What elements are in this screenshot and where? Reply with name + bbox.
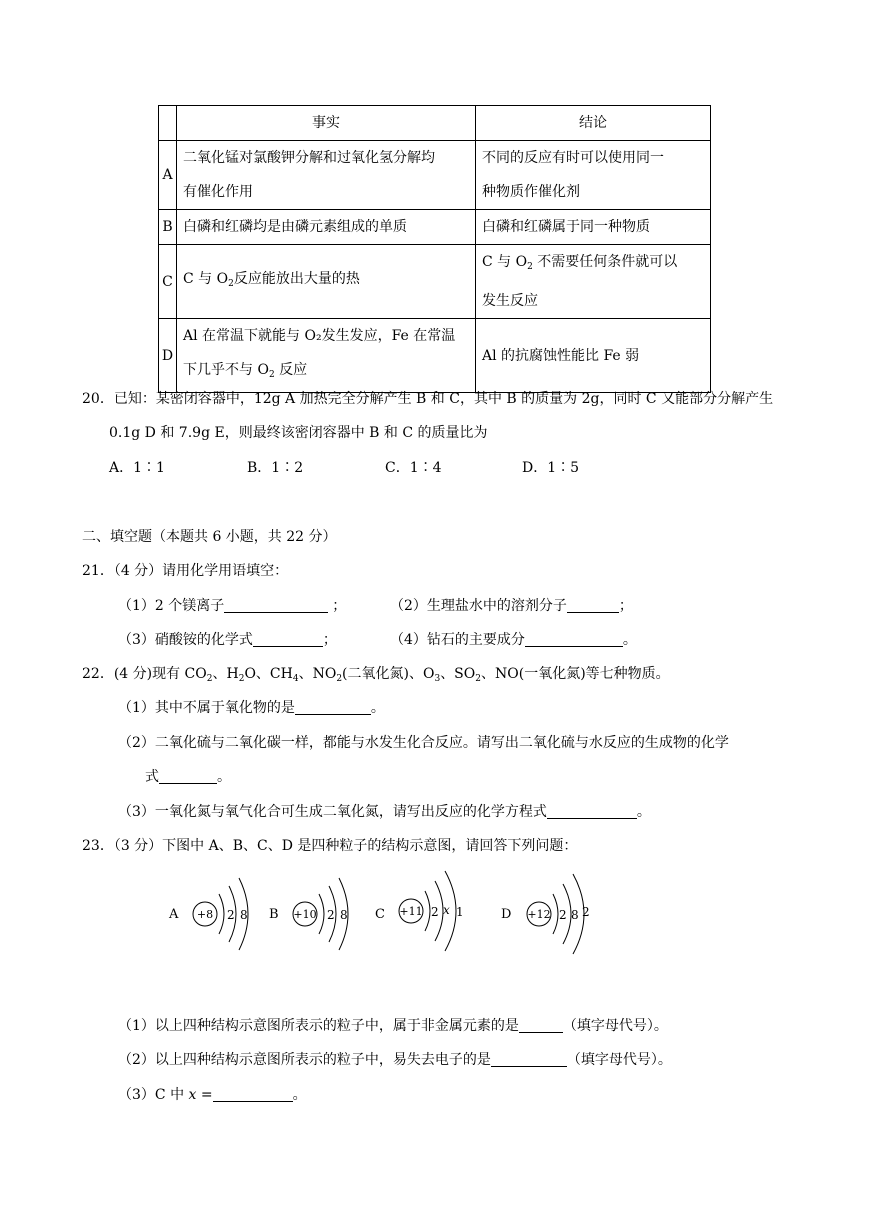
answer-blank[interactable]	[213, 1085, 293, 1102]
shell-electrons: 2	[559, 908, 567, 922]
q23-part2	[118, 1049, 672, 1069]
q22-title	[82, 663, 670, 684]
atom-label: C	[375, 907, 385, 922]
shell-electrons: 8	[240, 908, 248, 922]
row-key: B	[159, 210, 177, 245]
atomic-structure-diagrams	[155, 860, 625, 955]
atom-label: B	[269, 907, 279, 922]
row-fact: 白磷和红磷均是由磷元素组成的单质	[177, 210, 476, 245]
subscript: 3	[434, 674, 441, 684]
shell-electrons: 2	[431, 905, 439, 919]
electron-shell-arc	[219, 894, 224, 934]
atom-diagram-d	[501, 874, 590, 954]
q23-part1-tail: （填字母代号）。	[562, 1018, 668, 1034]
q21-part2	[390, 595, 633, 615]
atom-diagram-b	[269, 878, 348, 950]
row-fact	[177, 245, 476, 319]
electron-shell-arc	[425, 891, 430, 931]
q22-part1	[118, 697, 385, 717]
atom-label: D	[501, 907, 512, 922]
q21-title: 21．（4 分）请用化学用语填空：	[82, 563, 289, 579]
q22-part1-text: （1）其中不属于氧化物的是	[118, 700, 295, 716]
q23-title: 23．（3 分）下图中 A、B、C、D 是四种粒子的结构示意图，请回答下列问题：	[82, 838, 578, 854]
period: 。	[636, 804, 651, 820]
row-fact	[177, 141, 476, 210]
q21-part1-text: （1）2 个镁离子	[118, 598, 225, 614]
subscript: 4	[292, 674, 299, 684]
semicolon: ；	[618, 598, 633, 614]
text-part: 反应	[274, 362, 308, 378]
answer-blank[interactable]	[519, 1016, 563, 1033]
q21-part1	[118, 595, 346, 615]
answer-blank[interactable]	[295, 698, 371, 715]
q22-part3	[118, 801, 651, 821]
answer-blank[interactable]	[491, 1050, 567, 1067]
table-row	[159, 141, 711, 210]
semicolon: ；	[322, 632, 337, 648]
period: 。	[292, 1087, 307, 1103]
q22-part2-line2	[145, 766, 231, 786]
subscript: 2	[238, 674, 245, 684]
electron-shell-arc	[319, 894, 324, 934]
answer-blank[interactable]	[224, 596, 328, 613]
period: 。	[622, 632, 637, 648]
row-fact-line: Al 在常温下就能与 O₂发生发应，Fe 在常温	[183, 328, 456, 344]
text-part: 反应能放出大量的热	[233, 271, 360, 287]
text-part: C 与 O	[183, 271, 229, 287]
q23-part2-tail: （填字母代号）。	[566, 1052, 672, 1068]
answer-blank[interactable]	[567, 596, 619, 613]
nucleus-charge: +10	[293, 908, 317, 921]
shell-electrons: x	[443, 903, 450, 917]
shell-electrons: 8	[340, 908, 348, 922]
shell-electrons: 1	[456, 905, 464, 919]
q23-part2-text: （2）以上四种结构示意图所表示的粒子中，易失去电子的是	[118, 1052, 491, 1068]
q22-part2-text: 式	[145, 769, 159, 785]
section-heading: 二、填空题（本题共 6 小题，共 22 分）	[82, 529, 337, 545]
text-part: 、NO(一氧化氮)等七种物质。	[481, 666, 670, 682]
semicolon: ；	[332, 598, 347, 614]
row-conclusion	[476, 141, 711, 210]
shell-electrons: 2	[582, 905, 590, 919]
subscript: 2	[206, 674, 213, 684]
nucleus-charge: +11	[399, 905, 423, 918]
text-part: 22．(4 分)现有 CO	[82, 666, 207, 682]
shell-electrons: 2	[227, 908, 235, 922]
q20-line1: 20．已知：某密闭容器中，12g A 加热完全分解产生 B 和 C，其中 B 的质量为 2g，同时 C 又能部分分解产生	[82, 391, 774, 407]
text-part: (二氧化氮)、O	[342, 666, 435, 682]
table-header-key	[159, 106, 177, 141]
q21-part3-text: （3）硝酸铵的化学式	[118, 632, 253, 648]
q20-option-b: B．1∶2	[247, 460, 304, 476]
text-part: 、H	[212, 666, 239, 682]
table-header-conclusion: 结论	[476, 106, 711, 141]
period: 。	[217, 769, 231, 785]
atom-diagram-c	[375, 871, 464, 951]
row-conclusion-line: 发生反应	[482, 293, 538, 309]
subscript: 2	[268, 370, 275, 380]
row-conclusion-line	[482, 245, 704, 284]
row-fact-line	[183, 353, 469, 392]
q22-part2-line1: （2）二氧化硫与二氧化碳一样，都能与水发生化合反应。请写出二氧化硫与水反应的生成物的化学	[118, 735, 729, 751]
variable-x: x	[188, 1087, 197, 1103]
table-header-row	[159, 106, 711, 141]
q20-option-d: D．1∶5	[522, 460, 580, 476]
electron-shell-arc	[553, 894, 558, 934]
equals-sign: =	[196, 1087, 213, 1103]
q21-part4	[390, 629, 637, 649]
subscript: 2	[475, 674, 481, 684]
row-fact	[177, 319, 476, 393]
row-conclusion	[476, 245, 711, 319]
q22-part3-text: （3）一氧化氮与氧气化合可生成二氧化氮，请写出反应的化学方程式	[118, 804, 547, 820]
row-conclusion: 白磷和红磷属于同一种物质	[476, 210, 711, 245]
shell-electrons: 8	[571, 908, 579, 922]
nucleus-charge: +8	[196, 908, 214, 921]
text-part: 不需要任何条件就可以	[532, 254, 678, 270]
atom-label: A	[169, 907, 179, 922]
subscript: 2	[336, 674, 343, 684]
table-row	[159, 319, 711, 393]
table-row	[159, 245, 711, 319]
text-part: 下几乎不与 O	[183, 362, 269, 378]
nucleus-charge: +12	[527, 908, 551, 921]
answer-blank[interactable]	[159, 767, 217, 784]
subscript: 2	[228, 279, 234, 289]
q20-line2: 0.1g D 和 7.9g E，则最终该密闭容器中 B 和 C 的质量比为	[109, 425, 488, 441]
atom-diagram-a	[168, 878, 248, 950]
period: 。	[370, 700, 385, 716]
q20-option-c: C．1∶4	[385, 460, 442, 476]
q21-part3	[118, 629, 337, 649]
answer-blank[interactable]	[525, 630, 623, 647]
subscript: 2	[527, 262, 533, 272]
q23-part3	[118, 1084, 307, 1104]
row-conclusion-line: 不同的反应有时可以使用同一	[482, 150, 664, 166]
text-part: O、CH	[244, 666, 293, 682]
text-part: C 与 O	[482, 254, 528, 270]
q23-part1	[118, 1015, 668, 1035]
row-conclusion-line: 种物质作催化剂	[482, 184, 580, 200]
row-fact-line: 有催化作用	[183, 184, 253, 200]
text-part: 、NO	[298, 666, 337, 682]
table-header-fact: 事实	[177, 106, 476, 141]
q23-part1-text: （1）以上四种结构示意图所表示的粒子中，属于非金属元素的是	[118, 1018, 519, 1034]
q21-part4-text: （4）钻石的主要成分	[390, 632, 525, 648]
table-row	[159, 210, 711, 245]
row-key: D	[159, 319, 177, 393]
text-part: 、SO	[440, 666, 476, 682]
answer-blank[interactable]	[253, 630, 323, 647]
q21-part2-text: （2）生理盐水中的溶剂分子	[390, 598, 567, 614]
shell-electrons: 2	[327, 908, 335, 922]
row-conclusion: Al 的抗腐蚀性能比 Fe 弱	[476, 319, 711, 393]
row-key: A	[159, 141, 177, 210]
q23-part3-text: （3）C 中	[118, 1087, 189, 1103]
q20-option-a: A．1∶1	[109, 460, 165, 476]
facts-conclusions-table	[158, 105, 711, 393]
row-fact-line: 二氧化锰对氯酸钾分解和过氧化氢分解均	[183, 150, 435, 166]
answer-blank[interactable]	[547, 802, 637, 819]
row-key: C	[159, 245, 177, 319]
